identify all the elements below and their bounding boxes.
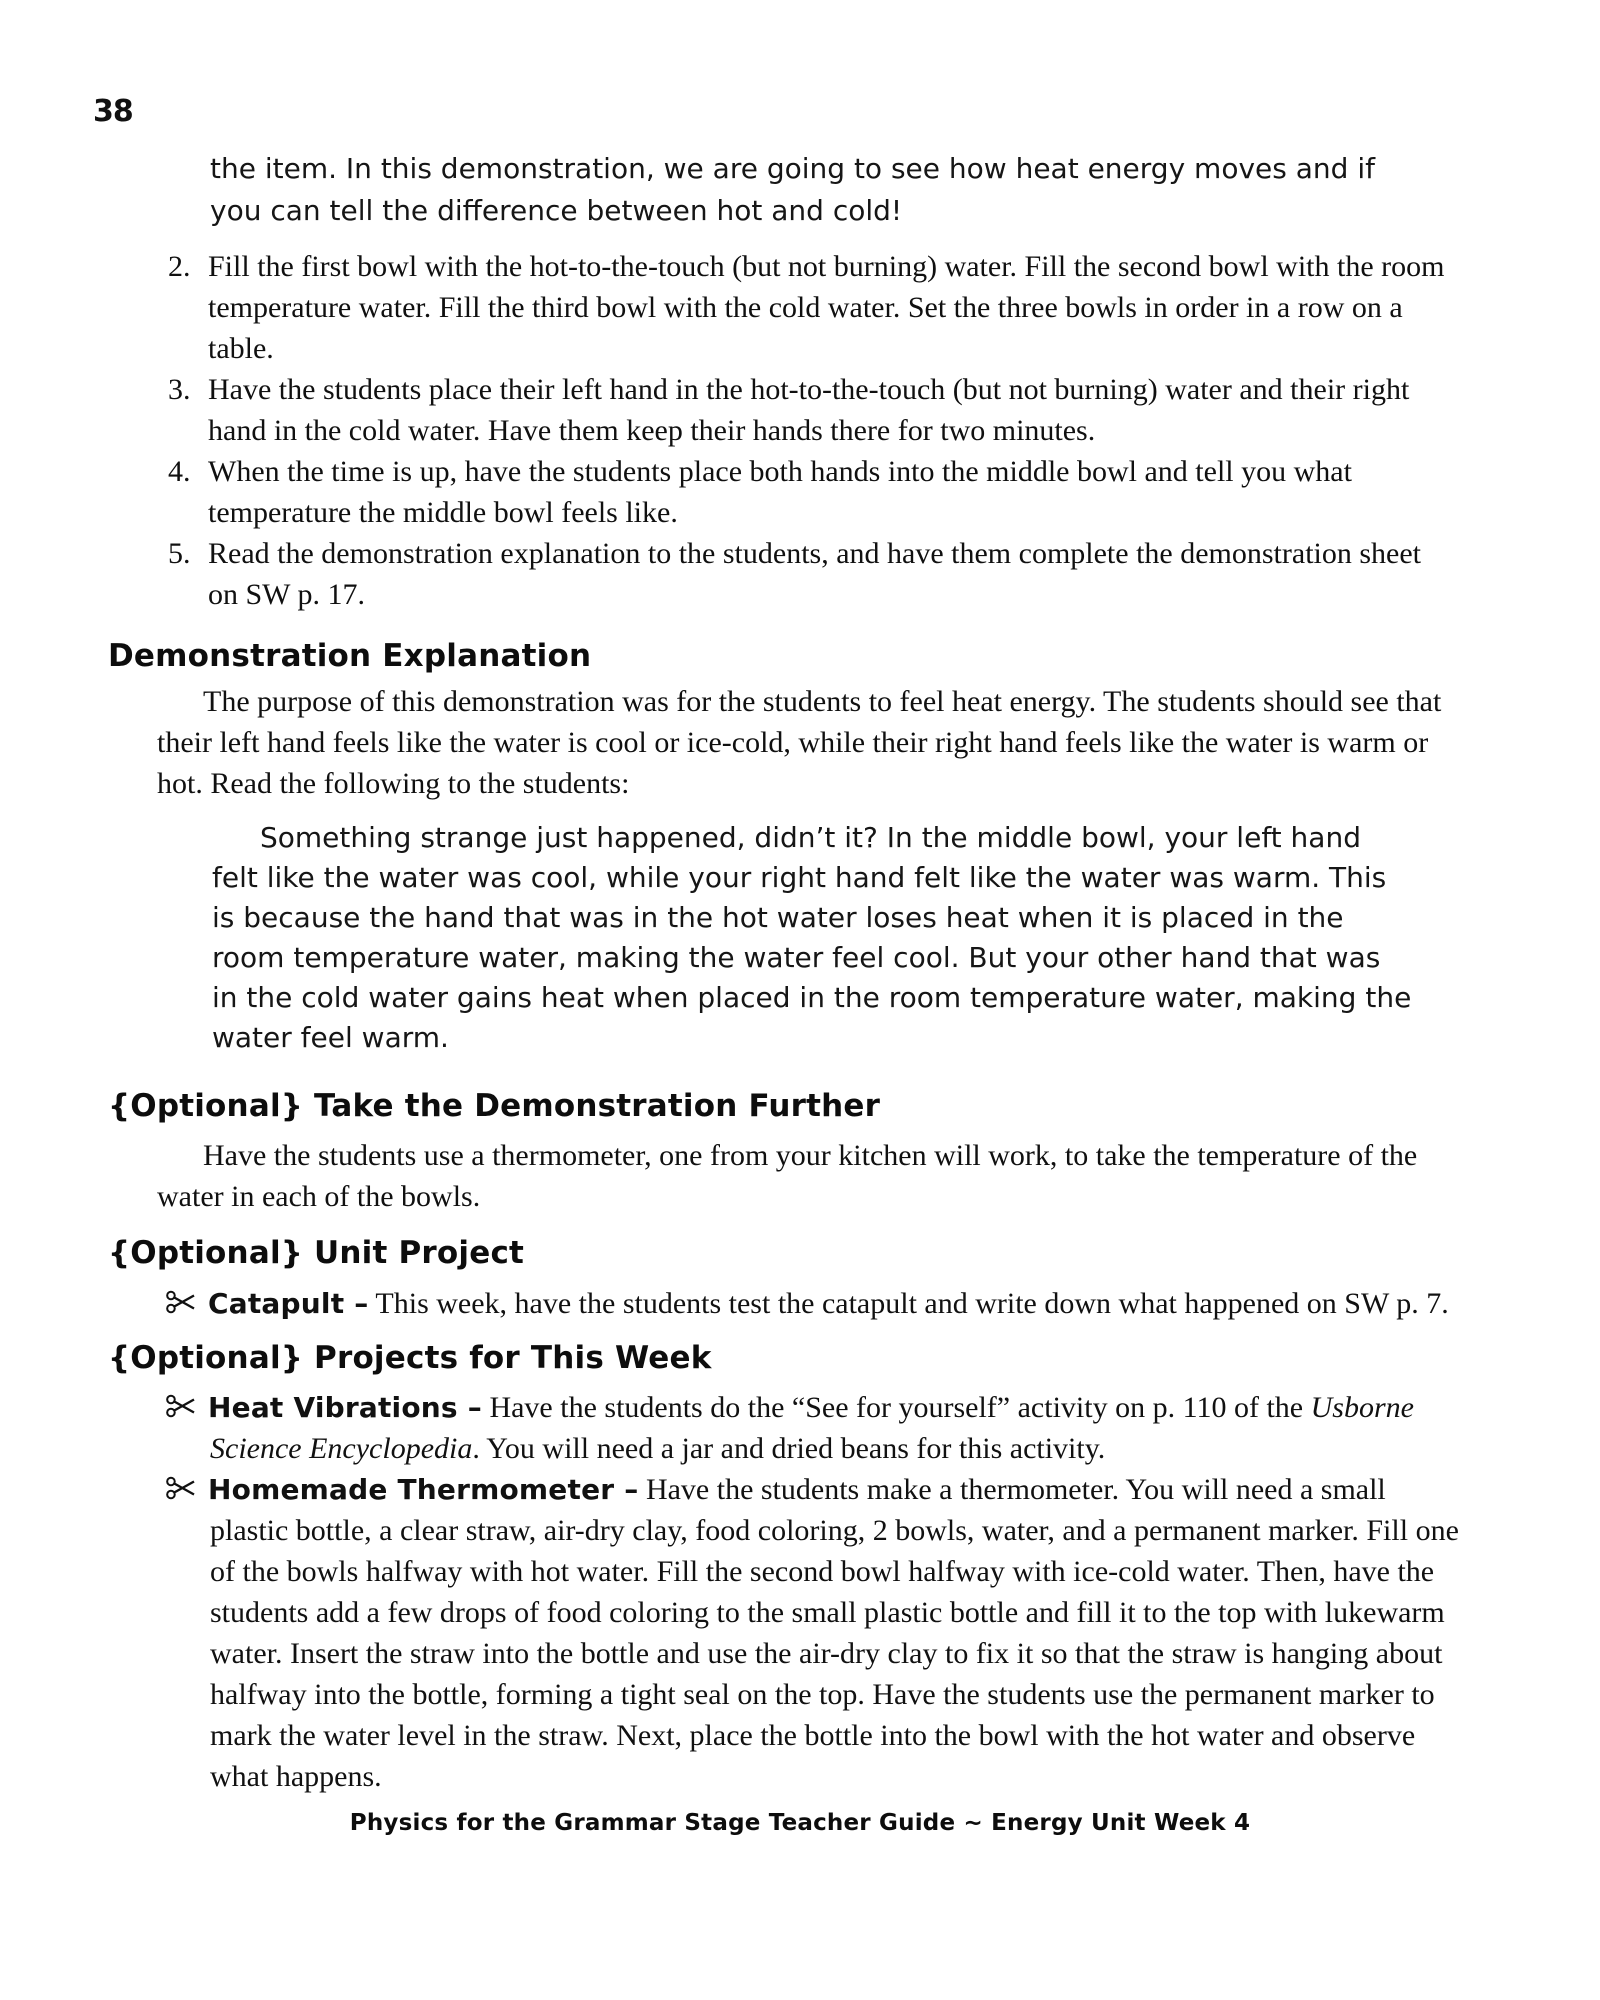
section-heading-demonstration-explanation: Demonstration Explanation — [108, 638, 592, 674]
readaloud-script-block: Something strange just happened, didn’t it? In the middle bowl, your left hand felt like the water was cool, while your right hand felt like the water was warm. This is because the hand that was in the hot water loses heat when it is placed in the room temperature water, making the water feel cool. But your other hand that was in the cold water gains heat when placed in the room temperature water, making the water feel warm. — [212, 821, 1412, 1054]
bullet-label: Homemade Thermometer – — [208, 1473, 639, 1506]
step-text: Fill the first bowl with the hot-to-the-touch (but not burning) water. Fill the second bowl with the room temperature water. Fill the third bowl with the cold water. Set the three bowls in order in a row on a table. — [208, 250, 1445, 365]
section-heading-take-demonstration-further: {Optional} Take the Demonstration Further — [108, 1088, 881, 1124]
book-title: Usborne Science Encyclopedia — [210, 1391, 1414, 1465]
scissors-icon — [163, 1475, 199, 1501]
step-text: When the time is up, have the students place both hands into the middle bowl and tell you what temperature the middle bowl feels like. — [208, 455, 1352, 529]
take-demonstration-further-paragraph: Have the students use a thermometer, one from your kitchen will work, to take the temperature of the water in each of the bowls. — [157, 1139, 1418, 1213]
step-text: Have the students place their left hand in the hot-to-the-touch (but not burning) water and their right hand in the cold water. Have them keep their hands there for two minutes. — [208, 373, 1410, 447]
step-number: 3. — [168, 373, 191, 406]
section-heading-unit-project: {Optional} Unit Project — [108, 1235, 525, 1271]
readaloud-intro: the item. In this demonstration, we are going to see how heat energy moves and if you can tell the difference between hot and cold! — [210, 152, 1375, 227]
bullet-text: Have the students do the “See for yourself” activity on p. 110 of the — [489, 1391, 1311, 1424]
bullet-item-heat-vibrations — [210, 1387, 1470, 1469]
page-number: 38 — [93, 94, 133, 129]
bullet-text: This week, have the students test the catapult and write down what happened on SW p. 7. — [375, 1287, 1449, 1320]
bullet-label: Heat Vibrations – — [208, 1391, 482, 1424]
step-text: Read the demonstration explanation to the students, and have them complete the demonstration sheet on SW p. 17. — [208, 537, 1422, 611]
step-number: 5. — [168, 537, 191, 570]
step-item — [168, 451, 1458, 533]
section-heading-projects-for-this-week: {Optional} Projects for This Week — [108, 1340, 712, 1376]
bullet-text: Have the students make a thermometer. You will need a small plastic bottle, a clear straw, air-dry clay, food coloring, 2 bowls, water, and a permanent marker. Fill one of the bowls halfway with hot water. Fill the second bowl halfway with ice-cold water. Then, have the students add a few drops of food coloring to the small plastic bottle and fill it to the top with lukewarm water. Insert the straw into the bottle and use the air-dry clay to fix it so that the straw is hanging about halfway into the bottle, forming a tight seal on the top. Have the students use the permanent marker to mark the water level in the straw. Next, place the bottle into the bowl with the hot water and observe what happens. — [210, 1473, 1459, 1793]
bullet-text: . You will need a jar and dried beans for this activity. — [472, 1432, 1106, 1465]
scissors-icon — [163, 1289, 199, 1315]
bullet-label: Catapult – — [208, 1287, 369, 1320]
demonstration-explanation-paragraph: The purpose of this demonstration was for the students to feel heat energy. The students should see that their left hand feels like the water is cool or ice-cold, while their right hand feels like the water is warm or hot. Read the following to the students: — [157, 685, 1442, 800]
step-item — [168, 369, 1458, 451]
step-number: 4. — [168, 455, 191, 488]
page-footer: Physics for the Grammar Stage Teacher Guide ~ Energy Unit Week 4 — [349, 1810, 1251, 1836]
numbered-steps — [0, 246, 1600, 615]
step-item — [168, 533, 1458, 615]
step-item — [168, 246, 1458, 369]
scissors-icon — [163, 1393, 199, 1419]
step-number: 2. — [168, 250, 191, 283]
bullet-item-homemade-thermometer — [210, 1469, 1470, 1797]
bullet-item-catapult — [210, 1283, 1470, 1324]
